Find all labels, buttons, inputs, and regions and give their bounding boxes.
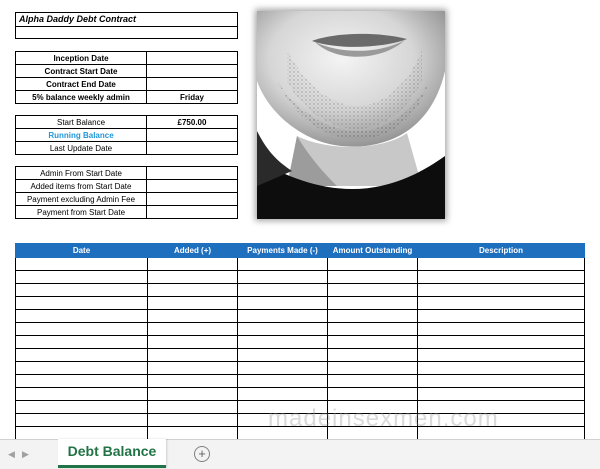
- table-row: [16, 258, 585, 271]
- ledger-cell[interactable]: [148, 271, 238, 284]
- admin-from-start-label[interactable]: Admin From Start Date: [16, 167, 147, 180]
- ledger-cell[interactable]: [328, 271, 418, 284]
- contract-end-label[interactable]: Contract End Date: [16, 78, 147, 91]
- ledger-cell[interactable]: [238, 258, 328, 271]
- portrait-image[interactable]: [257, 11, 445, 219]
- ledger-cell[interactable]: [148, 388, 238, 401]
- ledger-cell[interactable]: [418, 258, 585, 271]
- ledger-cell[interactable]: [148, 310, 238, 323]
- start-balance-label[interactable]: Start Balance: [16, 116, 147, 129]
- ledger-cell[interactable]: [418, 310, 585, 323]
- table-row: [16, 206, 238, 219]
- tab-debt-balance[interactable]: Debt Balance: [58, 439, 166, 468]
- table-row: [16, 78, 238, 91]
- ledger-cell[interactable]: [238, 388, 328, 401]
- ledger-cell[interactable]: [148, 284, 238, 297]
- ledger-cell[interactable]: [148, 297, 238, 310]
- ledger-cell[interactable]: [16, 362, 148, 375]
- ledger-header-row: [16, 244, 585, 258]
- ledger-cell[interactable]: [148, 323, 238, 336]
- table-row: [16, 129, 238, 142]
- table-row: [16, 142, 238, 155]
- contract-title: Alpha Daddy Debt Contract: [19, 14, 137, 24]
- ledger-cell[interactable]: [418, 362, 585, 375]
- running-balance-value[interactable]: [147, 129, 238, 142]
- table-row: [16, 180, 238, 193]
- ledger-cell[interactable]: [328, 310, 418, 323]
- ledger-cell[interactable]: [238, 284, 328, 297]
- outstanding-column-header[interactable]: Amount Outstanding: [328, 244, 418, 258]
- start-balance-value[interactable]: £750.00: [147, 116, 238, 129]
- table-row: [16, 167, 238, 180]
- table-row: [16, 297, 585, 310]
- ledger-cell[interactable]: [418, 375, 585, 388]
- table-row: [16, 271, 585, 284]
- ledger-cell[interactable]: [148, 336, 238, 349]
- ledger-cell[interactable]: [16, 375, 148, 388]
- ledger-cell[interactable]: [148, 375, 238, 388]
- ledger-cell[interactable]: [148, 414, 238, 427]
- portrait-drawing: [257, 11, 445, 219]
- ledger-cell[interactable]: [16, 297, 148, 310]
- ledger-cell[interactable]: [16, 401, 148, 414]
- ledger-cell[interactable]: [418, 349, 585, 362]
- contract-end-value[interactable]: [147, 78, 238, 91]
- ledger-cell[interactable]: [238, 297, 328, 310]
- ledger-cell[interactable]: [328, 258, 418, 271]
- table-row: [16, 362, 585, 375]
- ledger-cell[interactable]: [16, 336, 148, 349]
- added-column-header[interactable]: Added (+): [148, 244, 238, 258]
- totals-table: [15, 166, 238, 219]
- scroll-left-icon[interactable]: ◀: [8, 449, 15, 459]
- sheet-tab-bar: [0, 439, 600, 469]
- ledger-cell[interactable]: [238, 323, 328, 336]
- ledger-cell[interactable]: [238, 336, 328, 349]
- table-row: [16, 349, 585, 362]
- ledger-cell[interactable]: [148, 362, 238, 375]
- table-row: [16, 284, 585, 297]
- weekly-admin-value[interactable]: Friday: [147, 91, 238, 104]
- ledger-cell[interactable]: [16, 349, 148, 362]
- ledger-cell[interactable]: [148, 427, 238, 440]
- ledger-cell[interactable]: [328, 284, 418, 297]
- ledger-cell[interactable]: [16, 271, 148, 284]
- ledger-cell[interactable]: [16, 310, 148, 323]
- ledger-cell[interactable]: [328, 388, 418, 401]
- description-column-header[interactable]: Description: [418, 244, 585, 258]
- payments-column-header[interactable]: Payments Made (-): [238, 244, 328, 258]
- title-cell[interactable]: [15, 12, 238, 26]
- table-row: [16, 310, 585, 323]
- last-update-label[interactable]: Last Update Date: [16, 142, 147, 155]
- ledger-cell[interactable]: [238, 375, 328, 388]
- ledger-cell[interactable]: [16, 427, 148, 440]
- contract-start-value[interactable]: [147, 65, 238, 78]
- ledger-cell[interactable]: [148, 349, 238, 362]
- payment-from-start-value[interactable]: [147, 206, 238, 219]
- ledger-cell[interactable]: [328, 349, 418, 362]
- table-row: [16, 336, 585, 349]
- ledger-cell[interactable]: [16, 414, 148, 427]
- table-row: [16, 388, 585, 401]
- ledger-cell[interactable]: [16, 258, 148, 271]
- dates-table: [15, 51, 238, 104]
- inception-date-label[interactable]: Inception Date: [16, 52, 147, 65]
- contract-start-label[interactable]: Contract Start Date: [16, 65, 147, 78]
- table-row: [16, 375, 585, 388]
- watermark-text: madeinsexmen.com: [268, 405, 499, 432]
- ledger-cell[interactable]: [418, 271, 585, 284]
- ledger-cell[interactable]: [238, 362, 328, 375]
- ledger-cell[interactable]: [418, 284, 585, 297]
- ledger-cell[interactable]: [328, 362, 418, 375]
- inception-date-value[interactable]: [147, 52, 238, 65]
- table-row: [16, 65, 238, 78]
- ledger-cell[interactable]: [238, 310, 328, 323]
- table-row: [16, 193, 238, 206]
- last-update-value[interactable]: [147, 142, 238, 155]
- ledger-cell[interactable]: [16, 388, 148, 401]
- ledger-cell[interactable]: [418, 336, 585, 349]
- table-row: [16, 116, 238, 129]
- ledger-cell[interactable]: [148, 401, 238, 414]
- table-row: [16, 52, 238, 65]
- balance-table: [15, 115, 238, 155]
- ledger-cell[interactable]: [16, 284, 148, 297]
- ledger-cell[interactable]: [328, 375, 418, 388]
- ledger-cell[interactable]: [418, 323, 585, 336]
- ledger-cell[interactable]: [148, 258, 238, 271]
- table-row: [16, 91, 238, 104]
- ledger-cell[interactable]: [328, 323, 418, 336]
- date-column-header[interactable]: Date: [16, 244, 148, 258]
- payment-from-start-label[interactable]: Payment from Start Date: [16, 206, 147, 219]
- ledger-cell[interactable]: [238, 349, 328, 362]
- blank-cell[interactable]: [15, 26, 238, 39]
- added-items-value[interactable]: [147, 180, 238, 193]
- scroll-right-icon[interactable]: ▶: [22, 449, 29, 459]
- ledger-cell[interactable]: [418, 388, 585, 401]
- running-balance-label[interactable]: Running Balance: [16, 129, 147, 142]
- added-items-label[interactable]: Added items from Start Date: [16, 180, 147, 193]
- admin-from-start-value[interactable]: [147, 167, 238, 180]
- ledger-cell[interactable]: [418, 297, 585, 310]
- ledger-cell[interactable]: [328, 336, 418, 349]
- ledger-cell[interactable]: [16, 323, 148, 336]
- weekly-admin-label[interactable]: 5% balance weekly admin: [16, 91, 147, 104]
- ledger-cell[interactable]: [328, 297, 418, 310]
- table-row: [16, 323, 585, 336]
- payment-excl-admin-label[interactable]: Payment excluding Admin Fee: [16, 193, 147, 206]
- payment-excl-admin-value[interactable]: [147, 193, 238, 206]
- ledger-cell[interactable]: [238, 271, 328, 284]
- plus-circle-icon[interactable]: +: [194, 446, 210, 462]
